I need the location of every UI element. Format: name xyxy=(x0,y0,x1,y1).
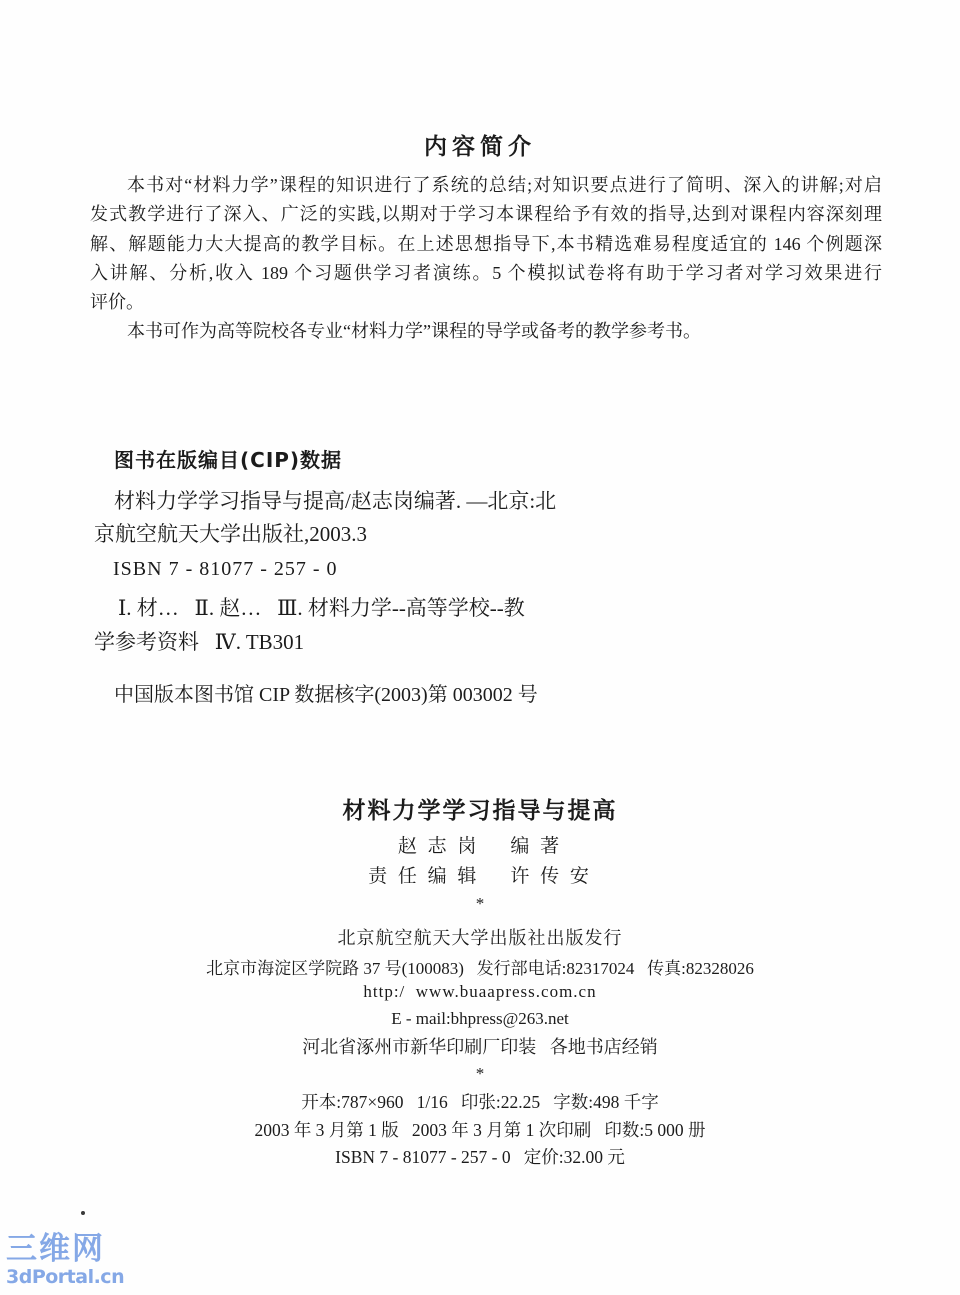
scan-artifact-dot xyxy=(81,1211,85,1215)
editor-line: 责 任 编 辑 许 传 安 xyxy=(368,866,592,887)
intro-line-1: 本书对“材料力学”课程的知识进行了系统的总结;对知识要点进行了简明、深入的讲解;对启 xyxy=(127,175,882,195)
divider-asterisk-2: * xyxy=(475,1064,485,1083)
watermark-logo xyxy=(6,1231,125,1288)
website-line: http:/ www.buaapress.com.cn xyxy=(363,982,597,1001)
address-phone-line: 北京市海淀区学院路 37 号(100083) 发行部电话:82317024 传真:82328026 xyxy=(206,959,754,978)
printer-distributor-line: 河北省涿州市新华印刷厂印装 各地书店经销 xyxy=(302,1037,658,1057)
intro-line-5: 评价。 xyxy=(90,292,144,313)
intro-line-2: 发式教学进行了深入、广泛的实践,以期对于学习本课程给予有效的指导,达到对课程内容深刻理 xyxy=(90,204,882,225)
publisher-line: 北京航空航天大学出版社出版发行 xyxy=(337,928,623,948)
author-line: 赵 志 岗 编 著 xyxy=(397,836,563,857)
cip-classification-line-1: Ⅰ. 材… Ⅱ. 赵… Ⅲ. 材料力学--高等学校--教 xyxy=(118,596,525,620)
divider-asterisk-1: * xyxy=(475,894,485,913)
intro-paragraphs xyxy=(90,171,882,347)
isbn-price-line: ISBN 7 - 81077 - 257 - 0 定价:32.00 元 xyxy=(335,1147,625,1167)
edition-printing-line: 2003 年 3 月第 1 版 2003 年 3 月第 1 次印刷 印数:5 000 册 xyxy=(254,1120,706,1140)
section-title: 内容简介 xyxy=(424,134,536,160)
cip-entry-line-1: 材料力学学习指导与提高/赵志岗编著. —北京:北 xyxy=(114,489,557,513)
intro-line-3: 解、解题能力大大提高的教学目标。在上述思想指导下,本书精选难易程度适宜的 146 个例题深 xyxy=(90,233,882,254)
intro-line-6: 本书可作为高等院校各专业“材料力学”课程的导学或备考的教学参考书。 xyxy=(127,321,701,342)
cip-registry-number: 中国版本图书馆 CIP 数据核字(2003)第 003002 号 xyxy=(114,684,538,706)
email-line: E - mail:bhpress@263.net xyxy=(391,1009,569,1028)
cip-header: 图书在版编目(CIP)数据 xyxy=(114,448,343,472)
format-line: 开本:787×960 1/16 印张:22.25 字数:498 千字 xyxy=(301,1092,659,1112)
cip-classification-line-2: 学参考资料 Ⅳ. TB301 xyxy=(94,630,305,654)
cip-isbn: ISBN 7 - 81077 - 257 - 0 xyxy=(113,558,338,580)
watermark-logo-text: 三维网 xyxy=(6,1231,105,1267)
intro-line-4: 入讲解、分析,收入 189 个习题供学习者演练。5 个模拟试卷将有助于学习者对学习效果进行 xyxy=(90,262,882,283)
cip-entry-line-2: 京航空航天大学出版社,2003.3 xyxy=(94,522,367,546)
watermark-site-url: 3dPortal.cn xyxy=(6,1266,125,1288)
book-title: 材料力学学习指导与提高 xyxy=(342,798,618,824)
